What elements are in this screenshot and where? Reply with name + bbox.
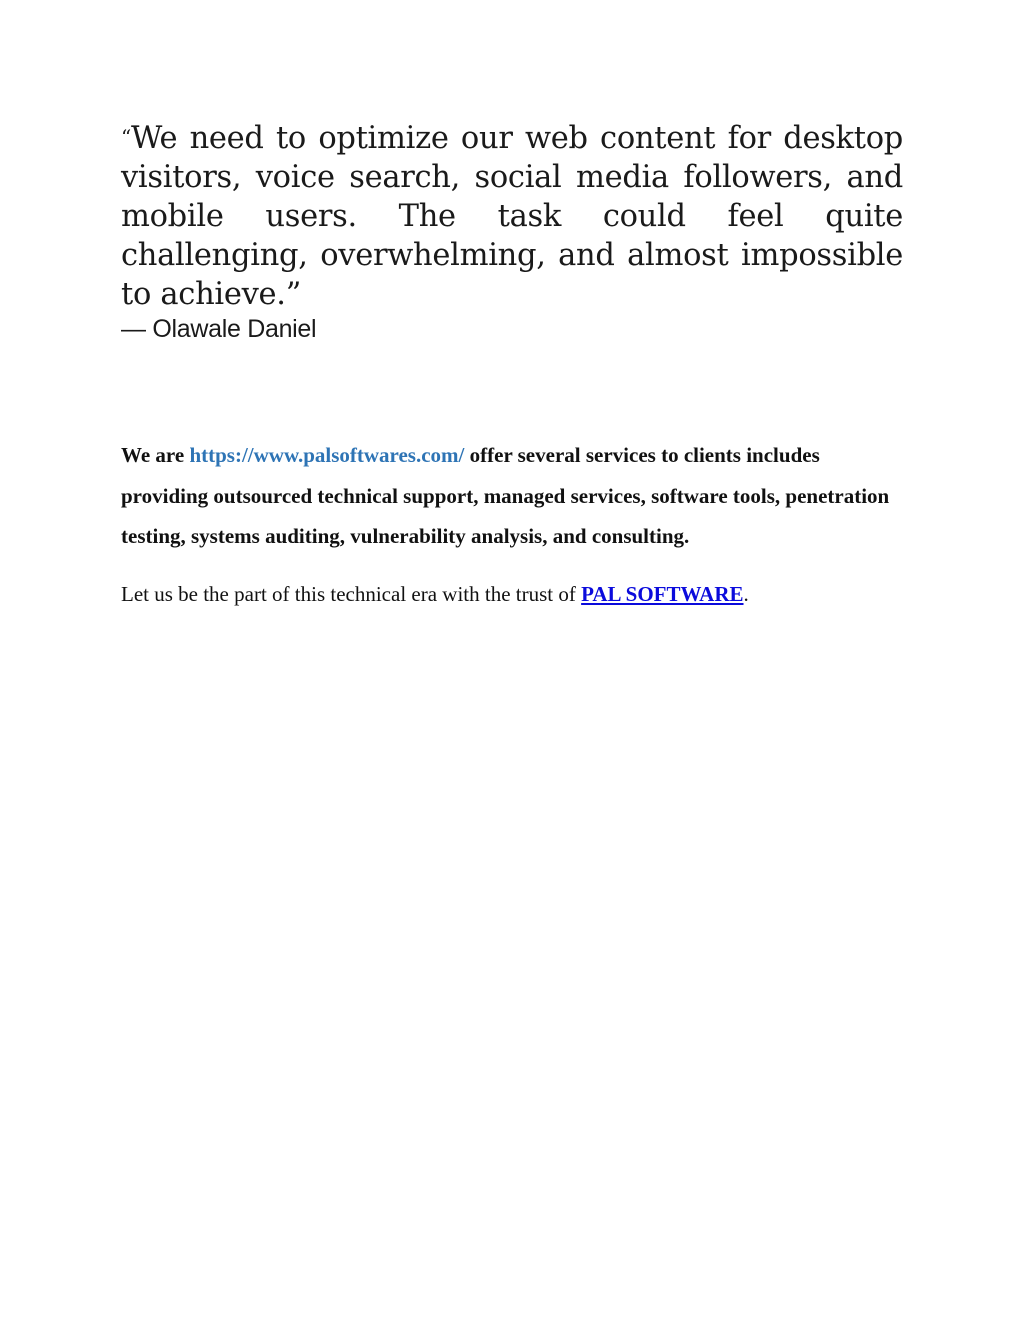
website-link[interactable]: https://www.palsoftwares.com/ bbox=[189, 443, 465, 467]
trust-suffix: . bbox=[743, 581, 749, 606]
close-quote-mark: ” bbox=[285, 277, 302, 312]
services-prefix: We are bbox=[121, 443, 190, 467]
services-text: offer several services to clients includes providing outsourced technical support, managed services, software tools, penetration testing, systems auditing, vulnerability analysis, and consulting. bbox=[121, 443, 890, 548]
quote-attribution: — Olawale Daniel bbox=[121, 315, 317, 343]
open-quote-mark: “ bbox=[121, 125, 131, 149]
trust-prefix: Let us be the part of this technical era with the trust of bbox=[121, 581, 582, 606]
quote-text: We need to optimize our web content for desktop visitors, voice search, social media followers, and mobile users. The task could feel quite challenging, overwhelming, and almost impossible to achieve. bbox=[121, 121, 903, 312]
trust-paragraph bbox=[121, 580, 903, 608]
services-paragraph bbox=[121, 435, 891, 557]
pal-software-link[interactable]: PAL SOFTWARE bbox=[581, 581, 744, 606]
document-page bbox=[121, 118, 903, 608]
quote-block bbox=[121, 118, 903, 314]
